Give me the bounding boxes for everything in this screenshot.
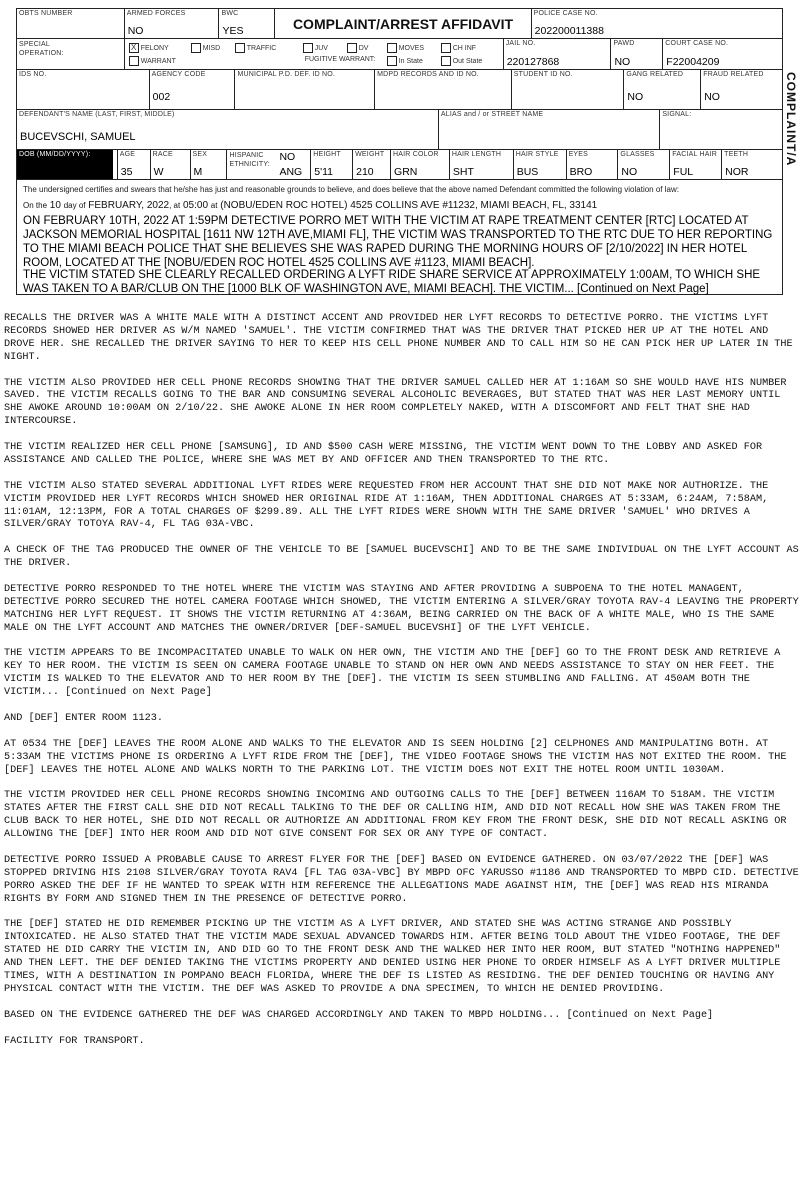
jail-no-label: JAIL NO.: [505, 40, 536, 47]
hair-color-label: HAIR COLOR: [393, 151, 439, 158]
defendant-name-cell: [17, 110, 439, 149]
at-time-label: , at: [169, 201, 181, 210]
at-location-label: at: [210, 201, 218, 210]
glasses-cell: [618, 150, 670, 179]
juv-checkbox[interactable]: [303, 43, 328, 53]
warrant-checkbox[interactable]: [129, 56, 176, 66]
sex-cell: [191, 150, 228, 179]
ch-inf-checkbox[interactable]: [441, 43, 476, 53]
height-value: 5'11: [314, 166, 333, 178]
pawd-value: NO: [614, 56, 631, 68]
municipal-id-cell: [235, 70, 375, 109]
ethnicity-value: ANG: [279, 166, 303, 178]
violation-time: 05:00: [182, 200, 209, 211]
gang-related-label: GANG RELATED: [626, 71, 684, 78]
violation-date-line: [23, 200, 597, 211]
court-case-label: COURT CASE NO.: [665, 40, 729, 47]
ch-inf-label: CH INF: [452, 44, 477, 52]
agency-code-label: AGENCY CODE: [151, 71, 206, 78]
hair-color-cell: [391, 150, 450, 179]
height-cell: [311, 150, 353, 179]
checkbox-icon: [191, 43, 201, 53]
hair-length-value: SHT: [452, 166, 474, 178]
hispanic-cell: [227, 150, 311, 179]
narrative-paragraph: THE VICTIM ALSO STATED SEVERAL ADDITIONAL LYFT RIDES WERE REQUESTED FROM HER ACCOUNT THAT SHE DID NOT MAKE NOR AUTHORIZE. THE VICTIM PROVIDED HER LYFT RECORDS WHICH SHOWED HER ORIGINAL RIDE AT 1:16AM, THEN ADDITIONAL CHARGES AT 5:33AM, 6:24AM, 7:58AM, 11:01AM, 12:13PM, FOR A TOTAL CHARGES OF $299.89. ALL THE LYFT RIDES WERE SHOWN WITH THE SAME DRIVER 'SAMUEL' WHO DRIVES A SILVER/GRAY TOTOYA RAV-4, FL TAG 03A-VBC.: [4, 480, 775, 531]
teeth-value: NOR: [725, 166, 749, 178]
police-case-label: POLICE CASE NO.: [533, 10, 598, 17]
agency-code-cell: [150, 70, 236, 109]
dv-label: DV: [358, 44, 369, 52]
hispanic-label: HISPANIC ETHNICITY:: [229, 152, 270, 168]
obts-label: OBTS NUMBER: [19, 10, 73, 17]
violation-day: 10: [49, 200, 61, 211]
side-label: COMPLAINT/A: [784, 72, 798, 167]
weight-value: 210: [356, 166, 374, 178]
traffic-checkbox[interactable]: [235, 43, 277, 53]
eyes-value: BRO: [569, 166, 593, 178]
race-cell: [151, 150, 191, 179]
in-state-label: In State: [398, 57, 423, 65]
student-id-label: STUDENT ID NO.: [513, 71, 573, 78]
hair-style-value: BUS: [516, 166, 539, 178]
weight-cell: [353, 150, 391, 179]
narrative-paragraph: AND [DEF] ENTER ROOM 1123.: [4, 712, 163, 724]
sex-label: SEX: [192, 151, 208, 158]
certification-box: [16, 179, 783, 295]
special-operation-label: SPECIAL OPERATION:: [19, 41, 64, 57]
hispanic-value: NO: [279, 151, 296, 163]
race-label: RACE: [152, 151, 173, 158]
warrant-label: WARRANT: [140, 57, 176, 65]
narrative-paragraph-2: THE VICTIM STATED SHE CLEARLY RECALLED ORDERING A LYFT RIDE SHARE SERVICE AT APPROXIMATELY 1:00AM, TO WHICH SHE WAS TAKEN TO A BAR/CLUB ON THE [1000 BLK OF WASHINGTON AVE, MIAMI BEACH]. THE VICTIM... [Continued on Next Page]: [23, 269, 761, 295]
narrative-paragraph: AT 0534 THE [DEF] LEAVES THE ROOM ALONE AND WALKS TO THE ELEVATOR AND IS SEEN HOLDING [2] CELPHONES AND MANIPULATING BOTH. AT 5:33AM THE VICTIMS PHONE IS ORDERING A LYFT RIDE FROM THE [DEF], THE VIDEO FOOTAGE SHOWS THE VICTIM HAS NOT EXITED THE ROOM. THE [DEF] LEAVES THE HOTEL ALONE AND WALKS NORTH TO THE PARKING LOT. THE VICTIM DOES NOT EXIT THE HOTEL ROOM UNTIL 1030AM.: [4, 738, 793, 776]
narrative-paragraph: A CHECK OF THE TAG PRODUCED THE OWNER OF THE VEHICLE TO BE [SAMUEL BUCEVSCHI] AND TO BE THE SAME INDIVIDUAL ON THE LYFT ACCOUNT AS THE DRIVER.: [4, 545, 799, 570]
in-state-checkbox[interactable]: [387, 56, 423, 66]
checkbox-icon: [441, 43, 451, 53]
facial-hair-label: FACIAL HAIR: [672, 151, 718, 158]
affidavit-form: [16, 8, 783, 294]
form-title: COMPLAINT/ARREST AFFIDAVIT: [275, 9, 531, 38]
pawd-label: PAWD: [613, 40, 635, 47]
out-state-checkbox[interactable]: [441, 56, 483, 66]
narrative-paragraph: THE VICTIM APPEARS TO BE INCOMPACITATED UNABLE TO WALK ON HER OWN, THE VICTIM AND THE [DEF] GO TO THE FRONT DESK AND RETRIEVE A KEY TO HER ROOM. THE VICTIM IS SEEN ON CAMERA FOOTAGE UNABLE TO STAND ON HER OWN AND NEEDS ASSISTANCE TO STAY ON HER FEET. THE VICTIM IS WALKED TO THE ELEVATOR AND TO HER ROOM BY THE [DEF]. THE VICTIM IS SEEN STUMBLING AND FALLING. AT 450AM BOTH THE VICTIM... [Continued on Next Page]: [4, 648, 787, 699]
fraud-related-label: FRAUD RELATED: [703, 71, 764, 78]
form-row-ids: [16, 69, 783, 109]
felony-checkbox[interactable]: [129, 43, 169, 53]
eyes-cell: [567, 150, 619, 179]
student-id-cell: [512, 70, 625, 109]
narrative-paragraph: BASED ON THE EVIDENCE GATHERED THE DEF WAS CHARGED ACCORDINGLY AND TAKEN TO MBPD HOLDING... [Continued on Next Page]: [4, 1009, 714, 1021]
narrative-paragraph: FACILITY FOR TRANSPORT.: [4, 1035, 145, 1047]
out-state-label: Out State: [452, 57, 483, 65]
checkbox-icon: [387, 56, 397, 66]
dob-cell: [17, 150, 118, 179]
certification-statement: The undersigned certifies and swears that he/she has just and reasonable grounds to believe, and does believe that the above named Defendant committed the following violation of law:: [23, 185, 679, 194]
age-cell: [118, 150, 151, 179]
signal-cell: [660, 110, 782, 149]
fugitive-warrant-label: FUGITIVE WARRANT:: [304, 56, 376, 63]
charge-type-cell: [125, 39, 504, 69]
gang-related-value: NO: [627, 91, 644, 103]
jail-no-cell: [504, 39, 612, 69]
fraud-related-cell: [701, 70, 782, 109]
teeth-label: TEETH: [724, 151, 749, 158]
armed-forces-value: NO: [127, 25, 144, 37]
court-case-cell: [663, 39, 782, 69]
moves-checkbox[interactable]: [387, 43, 424, 53]
glasses-label: GLASSES: [620, 151, 655, 158]
jail-no-value: 220127868: [506, 56, 560, 68]
police-case-cell: [532, 9, 782, 38]
traffic-label: TRAFFIC: [246, 44, 277, 52]
pawd-cell: [611, 39, 663, 69]
hair-color-value: GRN: [394, 166, 418, 178]
municipal-id-label: MUNICIPAL P.D. DEF. ID NO.: [237, 71, 336, 78]
armed-forces-cell: [125, 9, 220, 38]
ids-cell: [17, 70, 150, 109]
violation-month-year: FEBRUARY, 2022: [88, 200, 170, 211]
form-row-name: [16, 109, 783, 149]
bwc-value: YES: [222, 25, 244, 37]
misd-label: MISD: [202, 44, 221, 52]
moves-label: MOVES: [398, 44, 425, 52]
fraud-related-value: NO: [704, 91, 720, 103]
narrative-paragraph-1: ON FEBRUARY 10TH, 2022 AT 1:59PM DETECTIVE PORRO MET WITH THE VICTIM AT RAPE TREATMENT CENTER [RTC] LOCATED AT JACKSON MEMORIAL HOSPITAL [1611 NW 12TH AVE,MIAMI FL], THE VICTIM WAS TRANSPORTED TO THE RTC DUE TO HER REPORTING TO THE MIAMI BEACH POLICE THAT SHE BELIEVES SHE WAS RAPED DURING THE MORNING HOURS OF [2/10/2022] IN HER HOTEL ROOM, LOCATED AT THE [NOBU/EDEN ROC HOTEL 4525 COLLINS AVE #1123, MIAMI BEACH].: [23, 215, 773, 269]
court-case-value: F22004209: [666, 56, 720, 68]
race-value: W: [153, 166, 164, 178]
dob-label: DOB (MM/DD/YYYY):: [19, 151, 91, 158]
checkbox-icon: [347, 43, 357, 53]
narrative-paragraph: RECALLS THE DRIVER WAS A WHITE MALE WITH A DISTINCT ACCENT AND PROVIDED HER LYFT RECORDS TO DETECTIVE PORRO. THE VICTIMS LYFT RECORDS SHOWED HER DRIVER AS W/M NAMED 'SAMUEL'. THE VICTIM CONFIRMED THAT WAS THE DRIVER THAT PICKED HER UP AT THE HOTEL AND DROVE HER. SHE RECALLED THE DRIVER SAYING TO HER TO KEEP HIS CELL PHONE NUMBER AND TO CALL HIM SO HE CAN PICK HER UP LATER IN THE NIGHT.: [4, 313, 799, 363]
agency-code-value: 002: [152, 91, 171, 103]
facial-hair-cell: [670, 150, 722, 179]
signal-label: SIGNAL:: [662, 111, 692, 118]
defendant-name-label: DEFENDANT'S NAME (LAST, FIRST, MIDDLE): [19, 111, 175, 118]
narrative-paragraph: THE VICTIM REALIZED HER CELL PHONE [SAMSUNG], ID AND $500 CASH WERE MISSING, THE VICTIM WENT DOWN TO THE LOBBY AND ASKED FOR ASSISTANCE AND CALLED THE POLICE, WHERE SHE WAS MET BY AND OFFICER AND THEN TRANSPORTED TO THE RTC.: [4, 442, 769, 466]
ids-label: IDS NO.: [19, 71, 47, 78]
sex-value: M: [193, 166, 203, 178]
checkbox-icon: [441, 56, 451, 66]
checked-mark-icon: X: [129, 43, 139, 53]
height-label: HEIGHT: [313, 151, 341, 158]
narrative-paragraph: THE [DEF] STATED HE DID REMEMBER PICKING UP THE VICTIM AS A LYFT DRIVER, AND STATED SHE WAS ACTING STRANGE AND POSSIBLY INTOXICATED. HE ALSO STATED THAT THE VICTIM MADE SEXUAL ADVANCED TOWARDS HIM. AFTER BEING TOLD ABOUT THE VIDEO FOOTAGE, THE DEF STATED HE DID CARRY THE VICTIM IN, AND DID GO TO THE FRONT DESK AND THE WALKED HER INTO HER ROOM, BUT STATED "NOTHING HAPPENED" AND THEN LEFT. THE DEF DENIED TAKING THE VICTIMS PROPERTY AND DENIED USING HER PHONE TO ORDER HIMSELF AS A LYFT DRIVER MULTIPLE TIMES, WITH A DESTINATION IN POMPANO BEACH FLORIDA, WHERE THE DEF IS LISTED AS RESIDING. THE DEF DENIED TOUCHING OR HAVING ANY PHYSICAL CONTACT WITH THE VICTIM. THE DEF WAS ASKED TO PROVIDE A DNA SPECIMEN, TO WHICH HE DENIED PROVIDING.: [4, 919, 787, 995]
checkbox-icon: [387, 43, 397, 53]
juv-label: JUV: [314, 44, 328, 52]
narrative-continuation: [4, 313, 800, 1061]
hair-style-label: HAIR STYLE: [515, 151, 559, 158]
hair-length-cell: [450, 150, 514, 179]
mdpd-records-cell: [375, 70, 512, 109]
defendant-name-value: BUCEVSCHI, SAMUEL: [20, 131, 136, 143]
checkbox-icon: [129, 56, 139, 66]
bwc-label: BWC: [221, 10, 239, 17]
misd-checkbox[interactable]: [191, 43, 221, 53]
hair-length-label: HAIR LENGTH: [451, 151, 502, 158]
police-case-value: 202200011388: [534, 25, 604, 37]
narrative-paragraph: THE VICTIM ALSO PROVIDED HER CELL PHONE RECORDS SHOWING THAT THE DRIVER SAMUEL CALLED HER AT 1:16AM SO SHE WOULD HAVE HIS NUMBER SAVED. THE VICTIM RECALLS GOING TO THE BAR AND CONSUMING SEVERAL ALCOHOLIC BEVERAGES, BUT STATED THAT WAS HER LAST MEMORY UNTIL SHE AWOKE AROUND 10:00AM ON 2/10/22. SHE AWOKE ALONE IN HER ROOM COMPLETELY NAKED, WITH A DISCOMFORT AND FELT THAT SHE HAD INTERCOURSE.: [4, 377, 793, 428]
hair-style-cell: [514, 150, 567, 179]
mdpd-records-label: MDPD RECORDS AND ID NO.: [377, 71, 479, 78]
facial-hair-value: FUL: [673, 166, 694, 178]
alias-cell: [439, 110, 660, 149]
form-row-operation: [16, 38, 783, 69]
bwc-cell: [219, 9, 275, 38]
on-the-label: On the: [23, 201, 48, 210]
alias-label: ALIAS and / or STREET NAME: [440, 111, 544, 118]
age-value: 35: [120, 166, 133, 178]
weight-label: WEIGHT: [355, 151, 385, 158]
teeth-cell: [722, 150, 782, 179]
felony-label: FELONY: [140, 44, 169, 52]
narrative-paragraph: DETECTIVE PORRO RESPONDED TO THE HOTEL WHERE THE VICTIM WAS STAYING AND AFTER PROVIDING A SUBPOENA TO THE HOTEL MANAGENT, DETECTIVE PORRO SECURED THE HOTEL CAMERA FOOTAGE WHICH SHOWED, THE VICTIM ENTERING A SILVER/GRAY TOYOTA RAV-4 LEAVING THE PROPERTY MATCHING HER LYFT REQUEST. IT SHOWS THE VICTIM RETURNING AT 4:36AM, BEING CARRIED ON THE BACK OF A WHITE MALE, WHO IS THE SAME MALE ON THE LYFT ACCOUNT AND MATCHES THE OWNER/DRIVER [DEF-SAMUEL BUCEVSHI] OF THE LYFT VEHICLE.: [4, 583, 799, 634]
dv-checkbox[interactable]: [347, 43, 369, 53]
special-operation-cell: [17, 39, 125, 69]
age-label: AGE: [119, 151, 136, 158]
narrative-paragraph: THE VICTIM PROVIDED HER CELL PHONE RECORDS SHOWING INCOMING AND OUTGOING CALLS TO THE [DEF] BETWEEN 116AM TO 518AM. THE VICTIM STATES AFTER THE FIRST CALL SHE DID NOT RECALL TALKING TO THE DEF OR CALLING HIM, AND DID NOT RECALL HOW SHE WAS TAKEN FROM THE CLUB BACK TO HER HOTEL, SHE DID NOT RECALL OR AUTHORIZE AN ADDITIONAL FROM KEY FROM THE FRONT DESK, SHE DID NOT RECALL ASKING OR ALLOWING THE [DEF] INTO HER ROOM AND DID NOT GIVE CONSENT FOR SEX OR ANY TYPE OF CONTACT.: [4, 790, 793, 841]
glasses-value: NO: [621, 166, 638, 178]
obts-cell: [17, 9, 125, 38]
form-row-header: [16, 8, 783, 38]
form-row-descriptors: [16, 149, 783, 179]
checkbox-icon: [235, 43, 245, 53]
gang-related-cell: [624, 70, 701, 109]
checkbox-icon: [303, 43, 313, 53]
narrative-paragraph: DETECTIVE PORRO ISSUED A PROBABLE CAUSE TO ARREST FLYER FOR THE [DEF] BASED ON EVIDENCE GATHERED. ON 03/07/2022 THE [DEF] WAS STOPPED DRIVING HIS 2108 SILVER/GRAY TOYOTA RAV4 [FL TAG 03A-VBC] BY MBPD OFC YARUSSO #1186 AND TRANSPORTED TO MBPD CID. DETECTIVE PORRO ASKED THE DEF IF HE WANTED TO SPEAK WITH HIM REFERENCE THE ALLEGATIONS MADE AGAINST HIM, THE [DEF] WAS READ HIS MIRANDA RIGHTS BY FORM AND SIGNED THEM IN THE PRESENCE OF DETECTIVE PORRO.: [4, 854, 799, 905]
violation-location: (NOBU/EDEN ROC HOTEL) 4525 COLLINS AVE #11232, MIAMI BEACH, FL, 33141: [220, 200, 598, 211]
armed-forces-label: ARMED FORCES: [126, 10, 186, 17]
eyes-label: EYES: [568, 151, 589, 158]
day-of-label: day of: [63, 201, 86, 210]
